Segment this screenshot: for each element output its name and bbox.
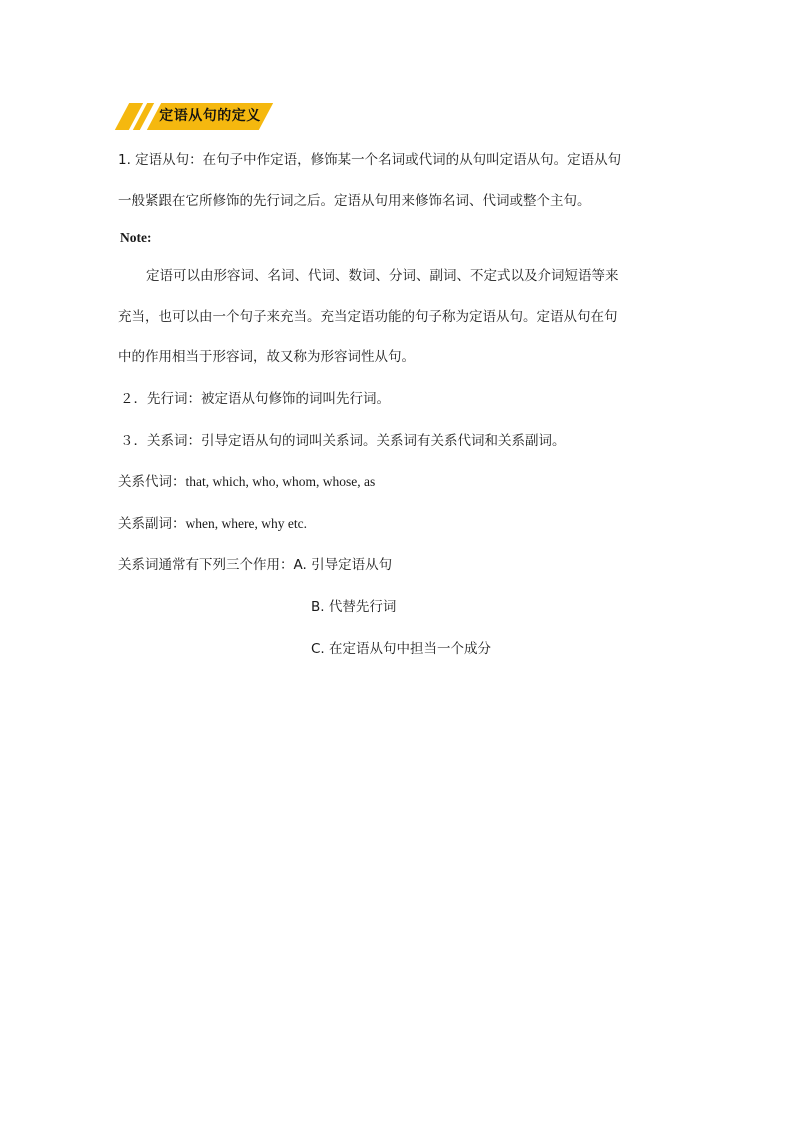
- relative-pronouns-words: that, which, who, whom, whose, as: [185, 474, 376, 489]
- item1-line1: 1. 定语从句：在句子中作定语，修饰某一个名词或代词的从句叫定语从句。定语从句: [118, 152, 622, 168]
- relative-adverbs-label: 关系副词：: [118, 516, 186, 532]
- relative-pronouns-line: [118, 473, 375, 491]
- item2-text: ２．先行词：被定语从句修饰的词叫先行词。: [120, 391, 390, 407]
- note-heading: [120, 229, 151, 247]
- functions-line: [118, 556, 392, 574]
- function-b: B. 代替先行词: [311, 599, 397, 615]
- item3-text: ３．关系词：引导定语从句的词叫关系词。关系词有关系代词和关系副词。: [120, 433, 566, 449]
- relative-adverbs-line: [118, 515, 307, 533]
- relative-pronouns-label: 关系代词：: [118, 474, 186, 490]
- note-label: Note:: [120, 230, 152, 245]
- section-header-badge: [116, 103, 276, 130]
- note-line1: 定语可以由形容词、名词、代词、数词、分词、副词、不定式以及介词短语等来: [146, 268, 619, 284]
- note-line3: 中的作用相当于形容词，故又称为形容词性从句。: [118, 349, 415, 365]
- note-line2: 充当，也可以由一个句子来充当。充当定语功能的句子称为定语从句。定语从句在句: [118, 309, 618, 325]
- functions-intro: 关系词通常有下列三个作用：: [118, 557, 294, 573]
- item1-line2: 一般紧跟在它所修饰的先行词之后。定语从句用来修饰名词、代词或整个主句。: [118, 193, 591, 209]
- function-c: C. 在定语从句中担当一个成分: [311, 641, 492, 657]
- relative-adverbs-words: when, where, why etc.: [185, 516, 307, 531]
- section-title: 定语从句的定义: [159, 108, 261, 124]
- function-a: A. 引导定语从句: [293, 557, 393, 573]
